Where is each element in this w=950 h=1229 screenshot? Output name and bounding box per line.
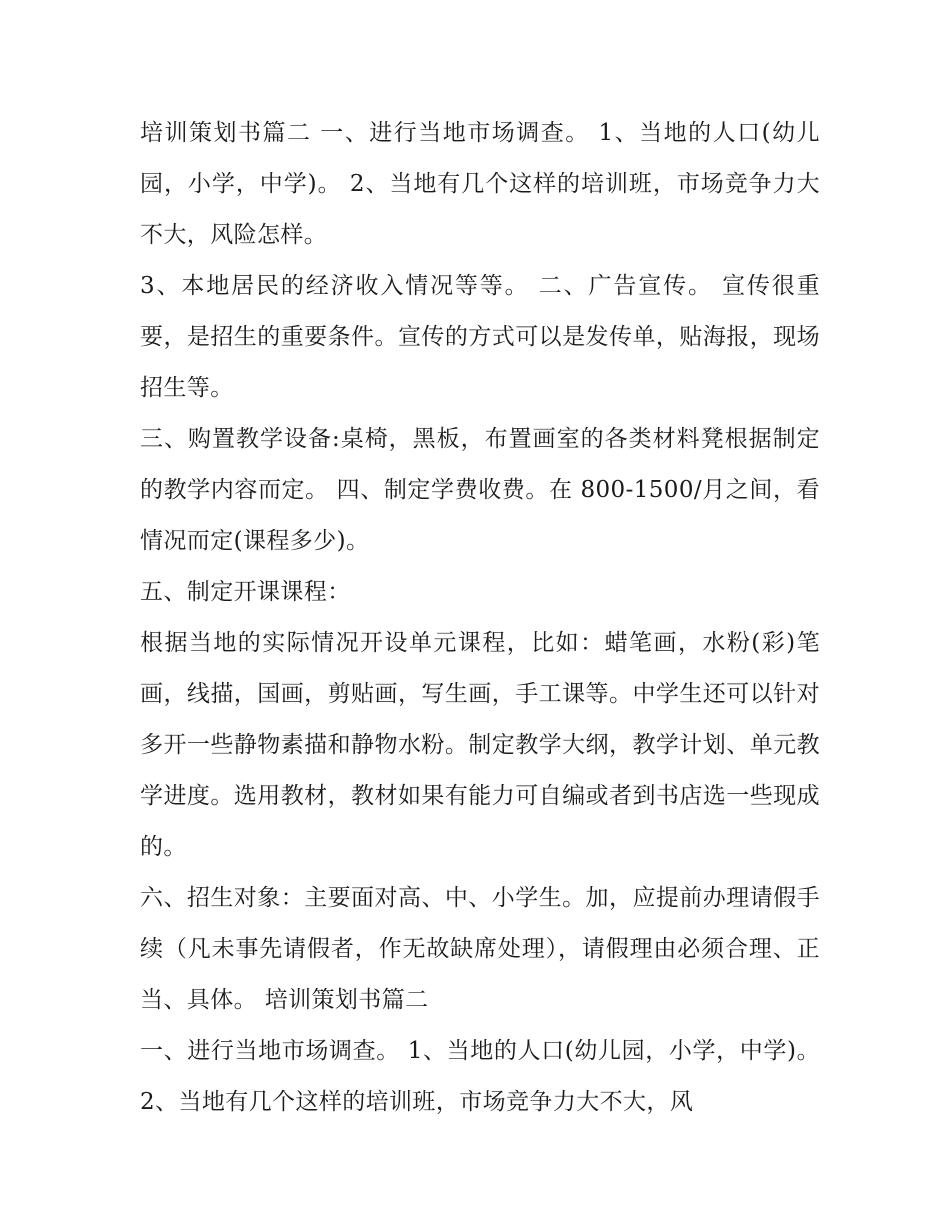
paragraph-course-details: 根据当地的实际情况开设单元课程，比如：蜡笔画，水粉(彩)笔画，线描，国画，剪贴画，写生画，手工课等。中学生还可以针对多开一些静物素描和静物水粉。制定教学大纲，教学计划、单元教学进度。选用教材，教材如果有能力可自编或者到书店选一些现成的。 [140, 630, 820, 860]
paragraph-advertising: 3、本地居民的经济收入情况等等。 二、广告宣传。 宣传很重要，是招生的重要条件。宣传的方式可以是发传单，贴海报，现场招生等。 [140, 273, 820, 401]
paragraph-market-survey-repeat: 一、进行当地市场调查。 1、当地的人口(幼儿园，小学，中学)。 2、当地有几个这样的培训班，市场竞争力大不大，风 [140, 1038, 820, 1115]
paragraph-course-heading: 五、制定开课课程： [140, 579, 351, 605]
paragraph-enrollment: 六、招生对象：主要面对高、中、小学生。加，应提前办理请假手续（凡未事先请假者，作无故缺席处理），请假理由必须合理、正当、具体。 培训策划书篇二 [140, 885, 820, 1013]
document-body [140, 108, 820, 1128]
paragraph-market-survey: 培训策划书篇二 一、进行当地市场调查。 1、当地的人口(幼儿园，小学，中学)。 2、当地有几个这样的培训班，市场竞争力大不大，风险怎样。 [140, 120, 820, 248]
paragraph-equipment-fees: 三、购置教学设备:桌椅，黑板，布置画室的各类材料凳根据制定的教学内容而定。 四、制定学费收费。在 800-1500/月之间，看情况而定(课程多少)。 [140, 426, 820, 554]
